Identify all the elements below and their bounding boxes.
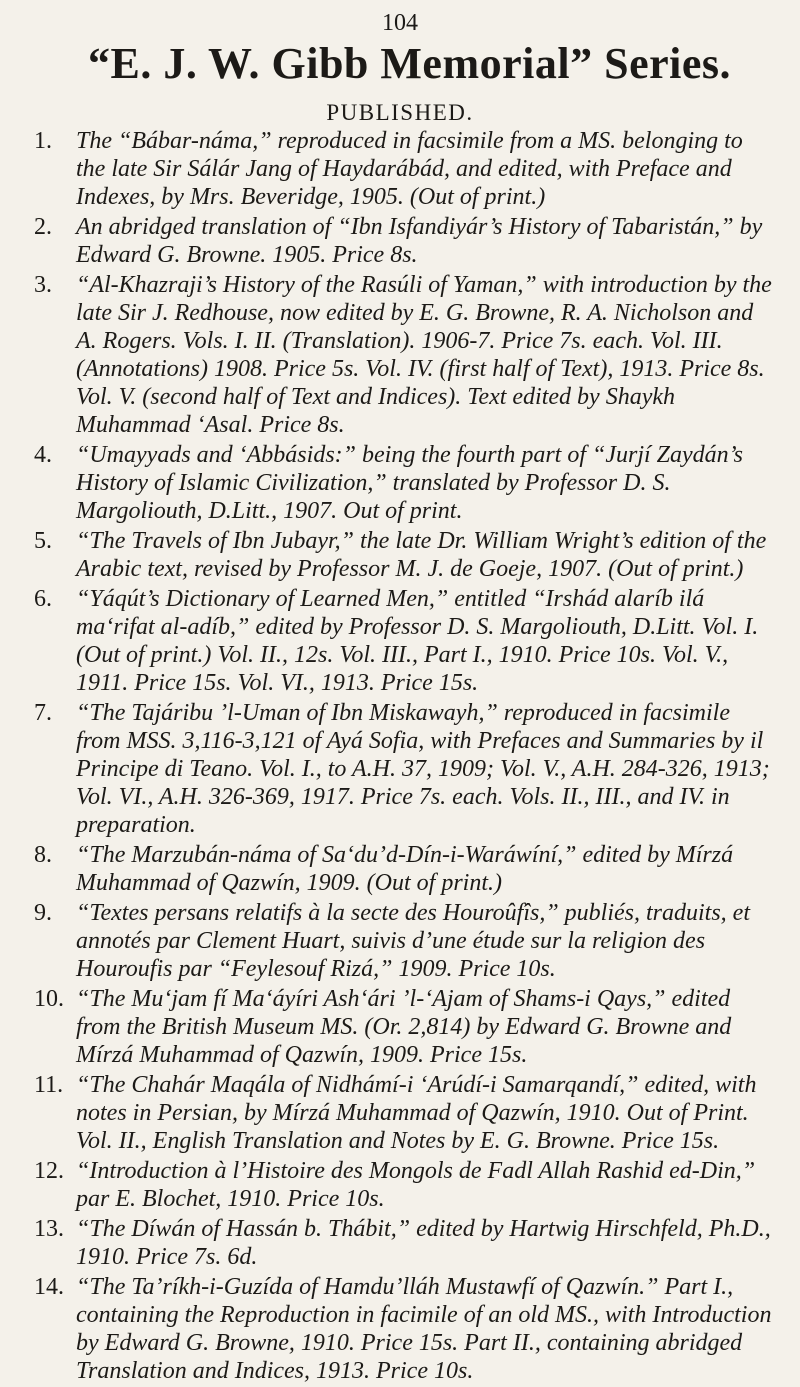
entry-text: The “Bábar-náma,” reproduced in facsimile from a MS. belonging to the late Sir Sálár Jang of Haydarábád, and edited, with Preface and Indexes, by Mrs. Beveridge, 1905. (Out of print.) — [76, 128, 743, 210]
entry-number: 3. — [34, 272, 52, 298]
entry-text: “Al-Khazraji’s History of the Rasúli of Yaman,” with introduction by the late Sir J. Redhouse, now edited by E. G. Browne, R. A. Nicholson and A. Rogers. Vols. I. II. (Translation). 1906-7. Price 7s. each. Vol. III. (Annotations) 1908. Price 5s. Vol. IV. (first half of Text), 1913. Price 8s. Vol. V. (second half of Text and Indices). Text edited by Shaykh Muhammad ‘Asal. Price 8s. — [76, 272, 772, 438]
publication-list — [34, 127, 772, 1387]
entry-number: 4. — [34, 442, 52, 468]
list-item — [34, 1273, 772, 1385]
entry-number: 2. — [34, 214, 52, 240]
entry-text: “Introduction à l’Histoire des Mongols de Fadl Allah Rashid ed-Din,” par E. Blochet, 1910. Price 10s. — [76, 1158, 756, 1212]
entry-text: “The Mu‘jam fí Ma‘áyíri Ash‘ári ’l-‘Ajam of Shams-i Qays,” edited from the British Museum MS. (Or. 2,814) by Edward G. Browne and Mírzá Muhammad of Qazwín, 1909. Price 15s. — [76, 986, 732, 1068]
list-item — [34, 985, 772, 1069]
list-item — [34, 1071, 772, 1155]
entry-number: 11. — [34, 1072, 64, 1098]
page-number: 104 — [382, 10, 418, 36]
entry-number: 13. — [34, 1216, 64, 1242]
series-heading: “E. J. W. Gibb Memorial” Series. — [88, 39, 731, 88]
entry-text: “Yáqút’s Dictionary of Learned Men,” entitled “Irshád alaríb ilá ma‘rifat al-adíb,” edited by Professor D. S. Margoliouth, D.Litt. Vol. I. (Out of print.) Vol. II., 12s. Vol. III., Part I., 1910. Price 10s. Vol. V., 1911. Price 15s. Vol. VI., 1913. Price 15s. — [76, 586, 759, 696]
entry-number: 12. — [34, 1158, 64, 1184]
list-item — [34, 441, 772, 525]
entry-number: 10. — [34, 986, 64, 1012]
list-item — [34, 585, 772, 697]
entry-text: An abridged translation of “Ibn Isfandiyár’s History of Tabaristán,” by Edward G. Browne. 1905. Price 8s. — [76, 214, 763, 268]
entry-text: “The Marzubán-náma of Sa‘du’d-Dín-i-Waráwíní,” edited by Mírzá Muhammad of Qazwín, 1909. (Out of print.) — [76, 842, 734, 896]
entry-text: “Umayyads and ‘Abbásids:” being the fourth part of “Jurjí Zaydán’s History of Islamic Civilization,” translated by Professor D. S. Margoliouth, D.Litt., 1907. Out of print. — [76, 442, 743, 524]
list-item — [34, 1215, 772, 1271]
entry-text: “The Travels of Ibn Jubayr,” the late Dr. William Wright’s edition of the Arabic text, revised by Professor M. J. de Goeje, 1907. (Out of print.) — [76, 528, 767, 582]
list-item — [34, 127, 772, 211]
entry-number: 8. — [34, 842, 52, 868]
entry-text: “The Díwán of Hassán b. Thábit,” edited by Hartwig Hirschfeld, Ph.D., 1910. Price 7s. 6d. — [76, 1216, 771, 1270]
list-item — [34, 899, 772, 983]
entry-number: 1. — [34, 128, 52, 154]
list-item — [34, 1157, 772, 1213]
entry-text: “The Chahár Maqála of Nidhámí-i ‘Arúdí-i Samarqandí,” edited, with notes in Persian, by Mírzá Muhammad of Qazwín, 1910. Out of Print. Vol. II., English Translation and Notes by E. G. Browne. Price 15s. — [76, 1072, 757, 1154]
list-item — [34, 527, 772, 583]
entry-number: 6. — [34, 586, 52, 612]
list-item — [34, 841, 772, 897]
list-item — [34, 271, 772, 439]
entry-number: 5. — [34, 528, 52, 554]
entry-text: “The Ta’ríkh-i-Guzída of Hamdu’lláh Mustawfí of Qazwín.” Part I., containing the Reproduction in facimile of an old MS., with Introduction by Edward G. Browne, 1910. Price 15s. Part II., containing abridged Translation and Indices, 1913. Price 10s. — [76, 1274, 772, 1384]
entry-number: 7. — [34, 700, 52, 726]
section-subheading: PUBLISHED. — [326, 100, 474, 125]
entry-text: “The Tajáribu ’l-Uman of Ibn Miskawayh,” reproduced in facsimile from MSS. 3,116-3,121 of Ayá Sofia, with Prefaces and Summaries by il Principe di Teano. Vol. I., to A.H. 37, 1909; Vol. V., A.H. 284-326, 1913; Vol. VI., A.H. 326-369, 1917. Price 7s. each. Vols. II., III., and IV. in preparation. — [76, 700, 770, 838]
list-item — [34, 699, 772, 839]
entry-number: 14. — [34, 1274, 64, 1300]
entry-number: 9. — [34, 900, 52, 926]
entry-text: “Textes persans relatifs à la secte des Houroûfîs,” publiés, traduits, et annotés par Clement Huart, suivis d’une étude sur la religion des Houroufis par “Feylesouf Rizá,” 1909. Price 10s. — [76, 900, 751, 982]
list-item — [34, 213, 772, 269]
